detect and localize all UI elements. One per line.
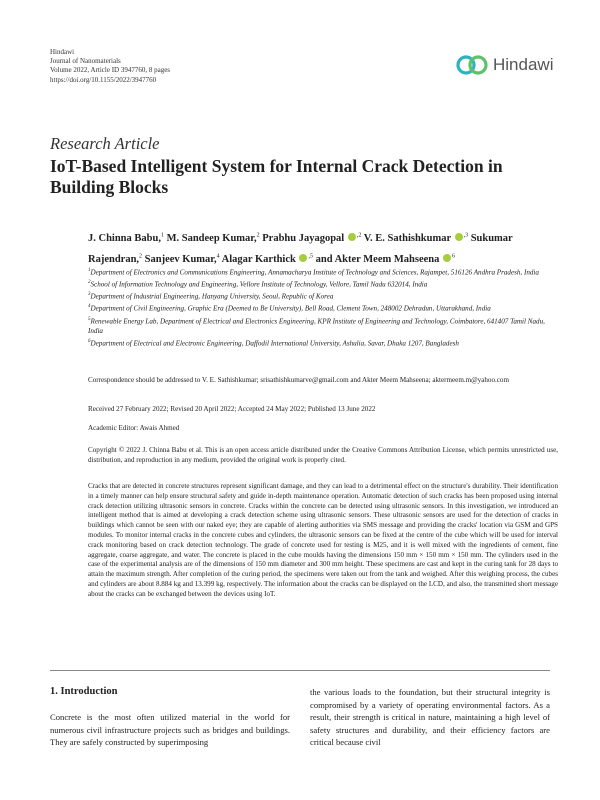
academic-editor: Academic Editor: Awais Ahmed <box>88 424 180 432</box>
orcid-icon[interactable] <box>443 254 451 262</box>
affiliation: $^6$Department of Electrical and Electronic Engineering, Daffodil International University, Ashulia, Savar, Dhaka 1207, Bangladesh <box>88 338 459 347</box>
article-title: IoT-Based Intelligent System for Internal Crack Detection in Building Blocks <box>50 156 503 197</box>
affiliation: $^4$Department of Civil Engineering, Graphic Era (Deemed to Be University), Bell Road, Clement Town, 248002 Dehradun, Uttarakhand, India <box>88 304 491 313</box>
orcid-icon[interactable] <box>299 254 307 262</box>
journal-meta <box>50 48 170 85</box>
affiliation: $^1$Department of Electronics and Communications Engineering, Annamacharya Institute of Technology and Sciences, Rajampet, 516126 Andhra Pradesh, India <box>88 268 539 277</box>
publisher-line: Hindawi <box>50 48 75 56</box>
correspondence: Correspondence should be addressed to V. E. Sathishkumar; srisathishkumarve@gmail.com and Akter Meem Mahseena; aktermeem.m@yahoo.com <box>88 376 509 384</box>
author[interactable]: and Akter Meem Mahseena $^6$ <box>315 253 455 265</box>
author[interactable]: Prabhu Jayagopal $^{,2}$ <box>262 232 362 244</box>
volume-line: Volume 2022, Article ID 3947760, 8 pages <box>50 66 171 75</box>
article-dates: Received 27 February 2022; Revised 20 April 2022; Accepted 24 May 2022; Published 13 June 2022 <box>88 405 376 413</box>
author[interactable]: Alagar Karthick $^{,5}$ <box>221 253 313 265</box>
affiliation: $^5$Renewable Energy Lab, Department of Electrical and Electronics Engineering, KPR Institute of Engineering and Technology, Coimbatore, 641407 Tamil Nadu, India <box>88 316 545 335</box>
article-type: Research Article <box>50 134 160 153</box>
orcid-icon[interactable] <box>455 233 463 241</box>
hindawi-logo[interactable] <box>455 50 555 80</box>
author[interactable]: Sanjeev Kumar,$^4$ <box>144 253 220 265</box>
author[interactable]: J. Chinna Babu,$^1$ <box>88 232 164 244</box>
orcid-icon[interactable] <box>348 233 356 241</box>
copyright-notice: Copyright © 2022 J. Chinna Babu et al. This is an open access article distributed under the Creative Commons Attribution License, which permits unrestricted use, distribution, and reproduction in any medium, provided the original work is properly cited. <box>88 446 558 464</box>
logo-wordmark: Hindawi <box>493 55 554 74</box>
affiliation: $^2$School of Information Technology and Engineering, Vellore Institute of Technology, Vellore, Tamil Nadu 632014, India <box>88 280 428 289</box>
affiliation: $^3$Department of Industrial Engineering, Hanyang University, Seoul, Republic of Korea <box>88 292 334 301</box>
author[interactable]: M. Sandeep Kumar,$^2$ <box>166 232 260 244</box>
hindawi-rings-icon <box>455 54 489 76</box>
abstract: Cracks that are detected in concrete structures represent significant damage, and they can lead to a detrimental effect on the structure's durability. Their identification in a timely manner can help ensure structural safety and guide in-depth maintenance operation. Automatic detection of such cracks has been proposed using internal crack detection utilizing ultrasonic sensors in concrete. Cracks within the concrete can be detected using ultrasonic sensors. In this investigation, we introduced an intelligent method that is aimed at developing a crack detection scheme using ultrasonic sensors. These ultrasonic sensors are used for the detection of cracks in buildings which cannot be seen with our naked eye; they are capable of alerting authorities via SMS message and providing the cracks' location via GSM and GPS modules. To monitor internal cracks in the concrete cubes and cylinders, the ultrasonic sensors can be fixed at the centre of the cube which will be used for interval crack monitoring based on crack detection technology. The grade of concrete used for testing is M25, and it is well mixed with the ingredients of cement, fine aggregate, coarse aggregate, and water. The concrete is placed in the cube moulds having the dimensions 150 mm × 150 mm × 150 mm. The cylinders used in the case of the experimental analysis are of the dimensions of 150 mm diameter and 300 mm height. These specimens are cast and kept in the curing tank for 28 days to attain the maximum strength. After completion of the curing period, the specimens were taken out from the tank and weighed. After this weighing process, the cubes and cylinders are about 8.884 kg and 13.399 kg, respectively. The information about the cracks can be displayed on the LCD, and also, the transmitted short message about the cracks can be exchanged between the devices using IoT. <box>88 482 558 598</box>
doi-link[interactable]: https://doi.org/10.1155/2022/3947760 <box>50 75 157 84</box>
intro-column-right: the various loads to the foundation, but their structural integrity is compromised by a variety of operating environmental factors. As a result, their strength is critical in nature, maintaining a high level of safety structures and durability, and their efficiency factors are critical because civil <box>310 687 550 748</box>
section-heading: 1. Introduction <box>50 686 118 697</box>
author[interactable]: V. E. Sathishkumar $^{,3}$ <box>363 232 469 244</box>
author[interactable]: Sukumar Rajendran,$^2$ <box>88 232 513 265</box>
author-list <box>88 226 558 269</box>
intro-column-left: Concrete is the most often utilized material in the world for numerous civil infrastructure projects such as bridges and buildings. They are safely constructed by superimposing <box>50 712 290 748</box>
section-divider <box>50 670 550 671</box>
journal-name: Journal of Nanomaterials <box>50 57 121 66</box>
affiliation-list <box>88 266 558 349</box>
